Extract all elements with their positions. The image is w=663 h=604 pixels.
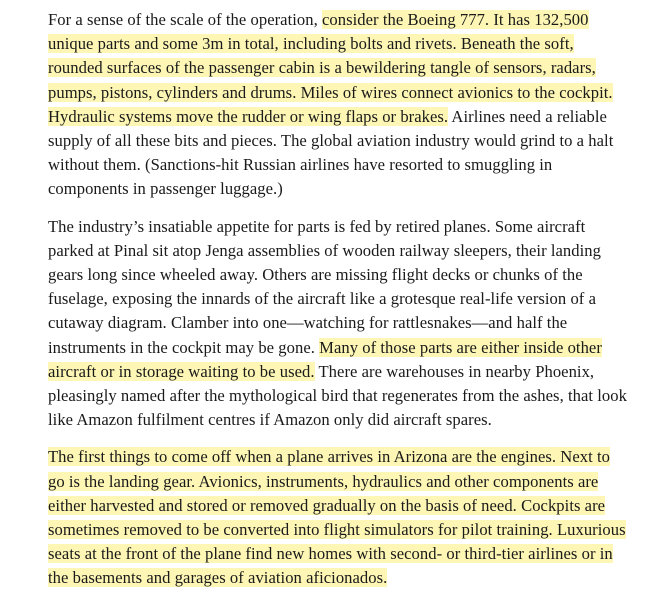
text-segment: The industry’s insatiable appetite for parts is fed by retired planes. Some aircraft parked at Pinal sit atop Jenga assemblies of wooden railway sleepers, their landing gears long since wheeled away. Others are missing flight decks or chunks of the fuselage, exposing the innards of the aircraft like a grotesque real-life version of a cutaway diagram. Clamber into one—watching for rattlesnakes—and half the instruments in the cockpit may be gone. bbox=[48, 216, 601, 357]
text-segment: For a sense of the scale of the operation, bbox=[48, 10, 323, 29]
highlighted-text-segment: Many of those parts are either inside other aircraft or in storage waiting to be used. bbox=[48, 337, 602, 381]
text-segment: Airlines need a reliable supply of all these bits and pieces. The global aviation industry would grind to a halt without them. (Sanctions-hit Russian airlines have resorted to smuggling in components in passenger luggage.) bbox=[48, 106, 614, 199]
paragraph-appetite-for-parts bbox=[48, 215, 628, 433]
highlighted-text-segment: The first things to come off when a plane arrives in Arizona are the engines. Next to go is the landing gear. Avionics, instruments, hydraulics and other components are either harvested and stored or removed gradually on the basis of need. Cockpits are sometimes removed to be converted into flight simulators for pilot training. Luxurious seats at the front of the plane find new homes with second- or third-tier airlines or in the basements and garages of aviation aficionados. bbox=[48, 447, 626, 588]
paragraph-scale-of-operation bbox=[48, 8, 628, 202]
paragraph-first-things-off bbox=[48, 445, 628, 590]
highlighted-text-segment: consider the Boeing 777. It has 132,500 unique parts and some 3m in total, including bolts and rivets. Beneath the soft, rounded surfaces of the passenger cabin is a bewildering tangle of sensors, radars, pumps, pistons, cylinders and drums. Miles of wires connect avionics to the cockpit. Hydraulic systems move the rudder or wing flaps or brakes. bbox=[48, 10, 613, 126]
article-body bbox=[48, 8, 628, 604]
text-segment: There are warehouses in nearby Phoenix, pleasingly named after the mythological bird that regenerates from the ashes, that look like Amazon fulfilment centres if Amazon only did aircraft spares. bbox=[48, 361, 627, 430]
